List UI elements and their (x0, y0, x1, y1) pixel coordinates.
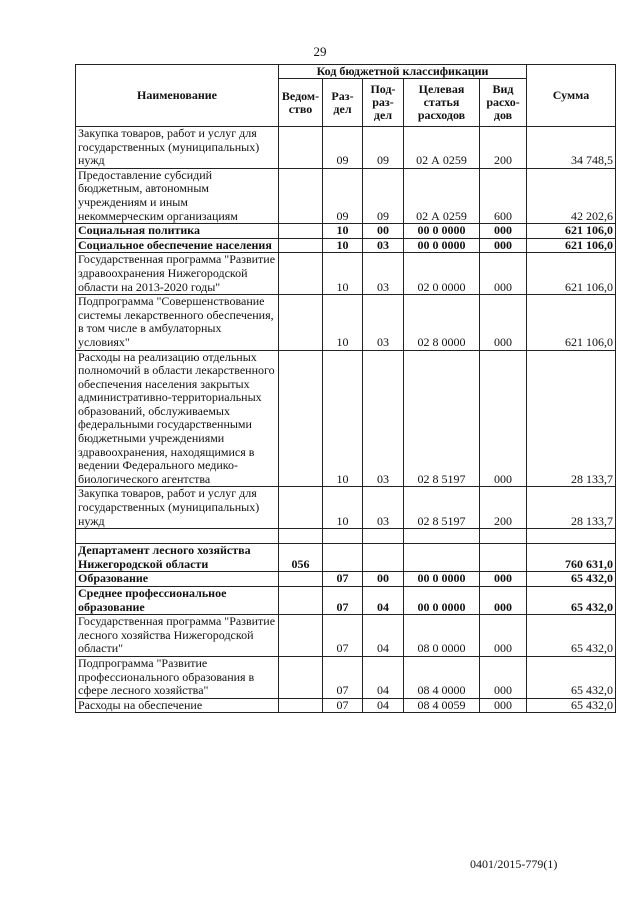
table-body (76, 127, 616, 713)
row-target: 02 8 5197 (404, 487, 480, 529)
row-sum: 621 106,0 (527, 224, 616, 239)
row-sum: 621 106,0 (527, 238, 616, 253)
table-row (76, 656, 616, 698)
row-podrazdel: 00 (363, 224, 404, 239)
row-name: Подпрограмма "Развитие профессионального образования в сфере лесного хозяйства" (76, 656, 279, 698)
row-sum: 760 631,0 (527, 544, 616, 572)
row-sum: 65 432,0 (527, 615, 616, 657)
header-sum: Сумма (527, 65, 616, 127)
table-row (76, 224, 616, 239)
header-name: Наименование (76, 65, 279, 127)
row-vedomstvo (279, 238, 323, 253)
table-row (76, 253, 616, 295)
header-vedomstvo: Ведом-ство (279, 79, 323, 127)
table-row (76, 529, 616, 544)
header-razdel: Раз-дел (323, 79, 363, 127)
table-row (76, 487, 616, 529)
row-target (404, 544, 480, 572)
row-vid: 000 (480, 295, 527, 350)
row-target: 00 0 0000 (404, 238, 480, 253)
row-vid: 000 (480, 615, 527, 657)
row-sum: 65 432,0 (527, 572, 616, 587)
row-podrazdel: 09 (363, 127, 404, 169)
row-razdel: 07 (323, 587, 363, 615)
table-row (76, 350, 616, 487)
row-podrazdel (363, 529, 404, 544)
row-target: 08 4 0059 (404, 698, 480, 713)
row-sum: 621 106,0 (527, 295, 616, 350)
row-target: 00 0 0000 (404, 587, 480, 615)
table-row (76, 587, 616, 615)
row-razdel (323, 544, 363, 572)
page-number: 29 (313, 44, 327, 59)
row-name: Департамент лесного хозяйства Нижегородской области (76, 544, 279, 572)
row-vedomstvo (279, 529, 323, 544)
table-header (76, 65, 616, 127)
row-vedomstvo (279, 656, 323, 698)
row-vid: 000 (480, 656, 527, 698)
row-name: Социальное обеспечение населения (76, 238, 279, 253)
row-vid: 000 (480, 253, 527, 295)
table-row (76, 127, 616, 169)
row-vid: 200 (480, 127, 527, 169)
table-row (76, 238, 616, 253)
row-podrazdel: 04 (363, 656, 404, 698)
row-name: Социальная политика (76, 224, 279, 239)
row-podrazdel: 03 (363, 253, 404, 295)
header-target: Целевая статья расходов (404, 79, 480, 127)
row-podrazdel: 03 (363, 487, 404, 529)
row-razdel: 10 (323, 224, 363, 239)
row-podrazdel: 04 (363, 698, 404, 713)
row-vid: 000 (480, 698, 527, 713)
row-name: Среднее профессиональное образование (76, 587, 279, 615)
row-vedomstvo (279, 253, 323, 295)
row-name: Образование (76, 572, 279, 587)
row-vedomstvo (279, 295, 323, 350)
row-target: 02 А 0259 (404, 168, 480, 223)
row-podrazdel: 03 (363, 295, 404, 350)
row-razdel: 10 (323, 253, 363, 295)
row-name: Закупка товаров, работ и услуг для государственных (муниципальных) нужд (76, 487, 279, 529)
row-target: 08 4 0000 (404, 656, 480, 698)
row-name: Подпрограмма "Совершенствование системы лекарственного обеспечения, в том числе в амбулаторных условиях" (76, 295, 279, 350)
row-razdel: 10 (323, 238, 363, 253)
row-target: 02 А 0259 (404, 127, 480, 169)
row-target: 00 0 0000 (404, 224, 480, 239)
row-name (76, 529, 279, 544)
row-sum: 621 106,0 (527, 253, 616, 295)
table-row (76, 698, 616, 713)
row-razdel: 07 (323, 656, 363, 698)
row-podrazdel: 09 (363, 168, 404, 223)
row-sum: 28 133,7 (527, 350, 616, 487)
row-vedomstvo (279, 350, 323, 487)
header-code-group: Код бюджетной классификации (279, 65, 527, 79)
row-podrazdel: 03 (363, 350, 404, 487)
row-vid (480, 544, 527, 572)
row-target: 02 8 5197 (404, 350, 480, 487)
row-name: Расходы на обеспечение (76, 698, 279, 713)
row-vedomstvo (279, 698, 323, 713)
row-sum (527, 529, 616, 544)
row-vedomstvo (279, 487, 323, 529)
row-target: 00 0 0000 (404, 572, 480, 587)
row-razdel: 09 (323, 168, 363, 223)
row-sum: 65 432,0 (527, 656, 616, 698)
row-target (404, 529, 480, 544)
row-target: 02 0 0000 (404, 253, 480, 295)
row-vedomstvo (279, 615, 323, 657)
row-vid: 000 (480, 224, 527, 239)
table-row (76, 572, 616, 587)
document-code: 0401/2015-779(1) (470, 857, 558, 871)
row-target: 08 0 0000 (404, 615, 480, 657)
row-podrazdel: 04 (363, 615, 404, 657)
row-podrazdel: 03 (363, 238, 404, 253)
row-name: Государственная программа "Развитие лесного хозяйства Нижегородской области" (76, 615, 279, 657)
row-name: Расходы на реализацию отдельных полномочий в области лекарственного обеспечения населения закрытых административно-территориальных образований, обслуживаемых федеральными государственными бюджетными учреждениями здравоохранения, находящимися в ведении Федерального медико-биологического агентства (76, 350, 279, 487)
row-razdel: 10 (323, 350, 363, 487)
header-vid: Вид расхо-дов (480, 79, 527, 127)
row-vid: 600 (480, 168, 527, 223)
row-razdel: 07 (323, 572, 363, 587)
row-podrazdel (363, 544, 404, 572)
row-vid: 000 (480, 587, 527, 615)
row-name: Предоставление субсидий бюджетным, автономным учреждениям и иным некоммерческим организациям (76, 168, 279, 223)
row-razdel (323, 529, 363, 544)
row-sum: 65 432,0 (527, 587, 616, 615)
row-name: Государственная программа "Развитие здравоохранения Нижегородской области на 2013-2020 годы" (76, 253, 279, 295)
row-razdel: 09 (323, 127, 363, 169)
row-vid: 000 (480, 238, 527, 253)
table-row (76, 295, 616, 350)
row-vedomstvo (279, 572, 323, 587)
row-podrazdel: 00 (363, 572, 404, 587)
row-razdel: 07 (323, 615, 363, 657)
row-vid: 200 (480, 487, 527, 529)
row-sum: 42 202,6 (527, 168, 616, 223)
row-vedomstvo: 056 (279, 544, 323, 572)
row-sum: 28 133,7 (527, 487, 616, 529)
row-target: 02 8 0000 (404, 295, 480, 350)
header-podrazdel: Под-раз-дел (363, 79, 404, 127)
row-vid: 000 (480, 350, 527, 487)
table-row (76, 168, 616, 223)
row-razdel: 07 (323, 698, 363, 713)
row-vedomstvo (279, 168, 323, 223)
row-vedomstvo (279, 587, 323, 615)
row-vedomstvo (279, 127, 323, 169)
row-name: Закупка товаров, работ и услуг для государственных (муниципальных) нужд (76, 127, 279, 169)
table-row (76, 615, 616, 657)
row-vid: 000 (480, 572, 527, 587)
row-sum: 65 432,0 (527, 698, 616, 713)
row-vedomstvo (279, 224, 323, 239)
table-row (76, 544, 616, 572)
budget-table (75, 64, 616, 713)
row-sum: 34 748,5 (527, 127, 616, 169)
row-razdel: 10 (323, 487, 363, 529)
row-razdel: 10 (323, 295, 363, 350)
row-vid (480, 529, 527, 544)
row-podrazdel: 04 (363, 587, 404, 615)
